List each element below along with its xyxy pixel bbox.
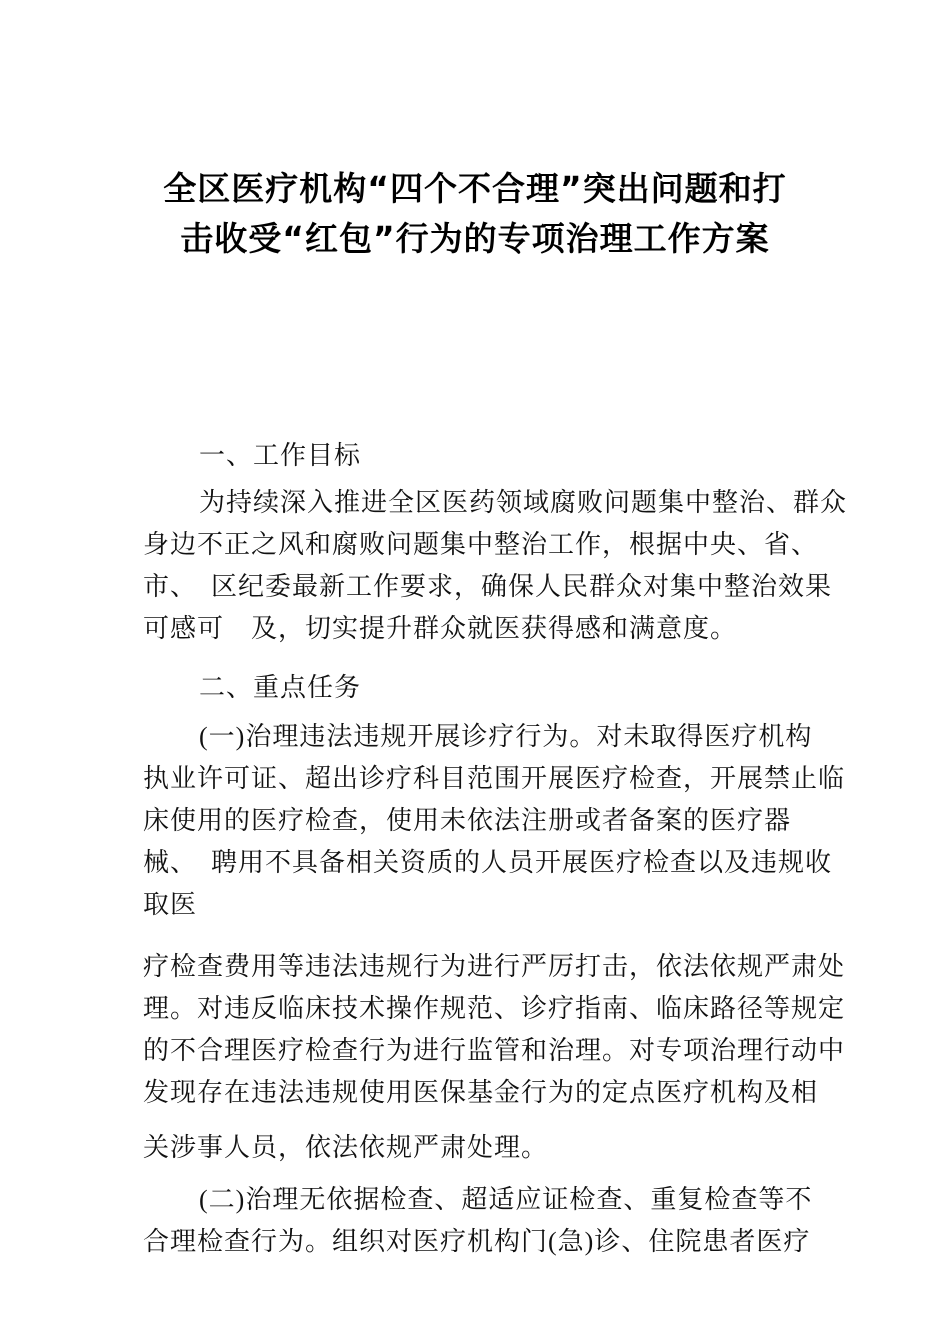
section-heading-key-tasks: 二、重点任务 xyxy=(199,673,362,702)
document-line: 疗检查费用等违法违规行为进行严厉打击，依法依规严肃处 xyxy=(143,952,846,981)
document-line: 械、 聘用不具备相关资质的人员开展医疗检查以及违规收 xyxy=(143,848,833,877)
document-line: 发现存在违法违规使用医保基金行为的定点医疗机构及相 xyxy=(143,1078,819,1107)
document-body xyxy=(143,435,848,1263)
document-title-line-2: 击收受“红包”行为的专项治理工作方案 xyxy=(180,219,770,258)
document-line: 合理检查行为。组织对医疗机构门(急)诊、住院患者医疗 xyxy=(143,1227,811,1256)
document-line: (一)治理违法违规开展诊疗行为。对未取得医疗机构 xyxy=(199,722,813,751)
document-title xyxy=(0,164,950,264)
document-line: (二)治理无依据检查、超适应证检查、重复检查等不 xyxy=(199,1185,813,1214)
section-heading-work-goals: 一、工作目标 xyxy=(199,441,362,470)
document-line: 的不合理医疗检查行为进行监管和治理。对专项治理行动中 xyxy=(143,1036,846,1065)
document-line: 床使用的医疗检查，使用未依法注册或者备案的医疗器 xyxy=(143,806,792,835)
document-title-line-1: 全区医疗机构“四个不合理”突出问题和打 xyxy=(163,169,787,208)
document-line: 理。对违反临床技术操作规范、诊疗指南、临床路径等规定 xyxy=(143,994,846,1023)
document-line: 取医 xyxy=(143,890,198,919)
document-line: 身边不正之风和腐败问题集中整治工作，根据中央、省、 xyxy=(143,530,819,559)
document-line: 关涉事人员，依法依规严肃处理。 xyxy=(143,1133,549,1162)
document-line: 为持续深入推进全区医药领域腐败问题集中整治、群众 xyxy=(199,488,848,517)
document-line: 可感可 及，切实提升群众就医获得感和满意度。 xyxy=(143,614,738,643)
document-line: 市、 区纪委最新工作要求，确保人民群众对集中整治效果 xyxy=(143,572,833,601)
document-line: 执业许可证、超出诊疗科目范围开展医疗检查，开展禁止临 xyxy=(143,764,846,793)
